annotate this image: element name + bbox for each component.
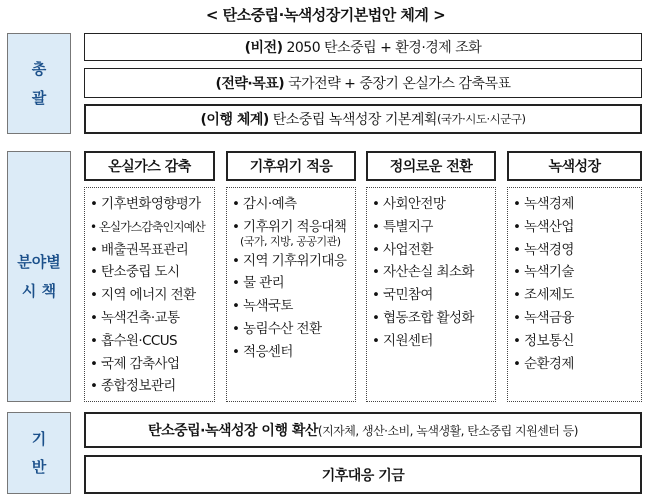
climate-fund-row-label: 기후대응 기금 [321,467,405,484]
diffusion-row-label: 탄소중립·녹색성장 이행 확산 [148,423,318,439]
list-item: • 감시·예측 [232,196,297,212]
vision-row-text: 2050 탄소중립 + 환경·경제 조화 [282,40,482,56]
list-item: • 녹색경제 [513,196,574,212]
section-label-base-line1: 기 [31,429,47,448]
list-item: • 배출권목표관리 [90,241,189,258]
column-header-green-growth: 녹색성장 [507,151,642,181]
list-item: • 국민참여 [372,287,433,304]
list-item: • 온실가스감축인지예산 [90,219,205,234]
list-item: • 특별지구 [372,218,433,235]
section-label-policy-line1: 분야별 [17,253,61,271]
section-label-general [7,33,71,134]
column-header-adaptation: 기후위기 적응 [226,151,356,181]
list-item: • 지원센터 [372,332,433,349]
list-item: • 녹색경영 [513,241,574,258]
column-list-adaptation [226,187,356,402]
list-item: • 녹색금융 [513,309,574,326]
list-item: • 국제 감축사업 [90,355,180,372]
list-item: • 자산손실 최소화 [372,264,474,281]
column-header-mitigation: 온실가스 감축 [84,151,215,181]
section-label-policy [7,151,71,402]
list-item: • 적응센터 [232,343,293,360]
list-item: • 녹색건축·교통 [90,309,180,326]
column-list-mitigation [84,187,215,402]
section-label-general-line2: 괄 [31,88,47,107]
list-item: • 물 관리 [232,275,285,292]
section-label-base [7,412,71,494]
column-header-just-transition: 정의로운 전환 [366,151,496,181]
implementation-row-text: 탄소중립 녹색성장 기본계획 [268,112,437,128]
strategy-row-text: 국가전략 + 중장기 온실가스 감축목표 [284,76,511,92]
vision-row [84,33,642,61]
list-item: • 조세제도 [513,287,574,304]
list-item-note: (국가, 지방, 공공기관) [240,234,341,248]
list-item: • 협동조합 활성화 [372,309,474,326]
list-item: • 지역 기후위기대응 [232,252,347,269]
implementation-row [84,104,642,134]
section-label-policy-line2: 시 책 [21,281,57,300]
diffusion-row [84,412,642,448]
implementation-row-note: (국가·시도·시군구) [436,112,526,126]
list-item: • 흡수원·CCUS [90,332,177,349]
list-item: • 순환경제 [513,355,574,372]
list-item: • 녹색산업 [513,218,574,235]
list-item: • 기후변화영향평가 [90,196,201,212]
strategy-row-label: (전략·목표) [215,76,285,92]
climate-fund-row [84,455,642,494]
list-item: • 기후위기 적응대책 [232,218,347,235]
implementation-row-label: (이행 체계) [200,112,269,128]
list-item: • 농림수산 전환 [232,320,322,337]
strategy-row [84,68,642,98]
section-label-general-line1: 총 [31,60,47,78]
list-item: • 녹색기술 [513,264,574,281]
list-item: • 정보통신 [513,332,574,349]
list-item: • 지역 에너지 전환 [90,287,196,304]
section-label-base-line2: 반 [31,458,47,476]
diffusion-row-note: (지자체, 생산·소비, 녹색생활, 탄소중립 지원센터 등) [317,423,578,438]
column-list-just-transition [366,187,496,402]
vision-row-label: (비전) [244,40,283,56]
list-item: • 탄소중립 도시 [90,264,180,281]
list-item: • 사회안전망 [372,196,446,212]
diagram-title: < 탄소중립·녹색성장기본법안 체계 > [205,6,446,24]
list-item: • 종합정보관리 [90,378,176,395]
column-list-green-growth [507,187,642,402]
list-item: • 녹색국토 [232,298,293,315]
list-item: • 사업전환 [372,241,433,258]
